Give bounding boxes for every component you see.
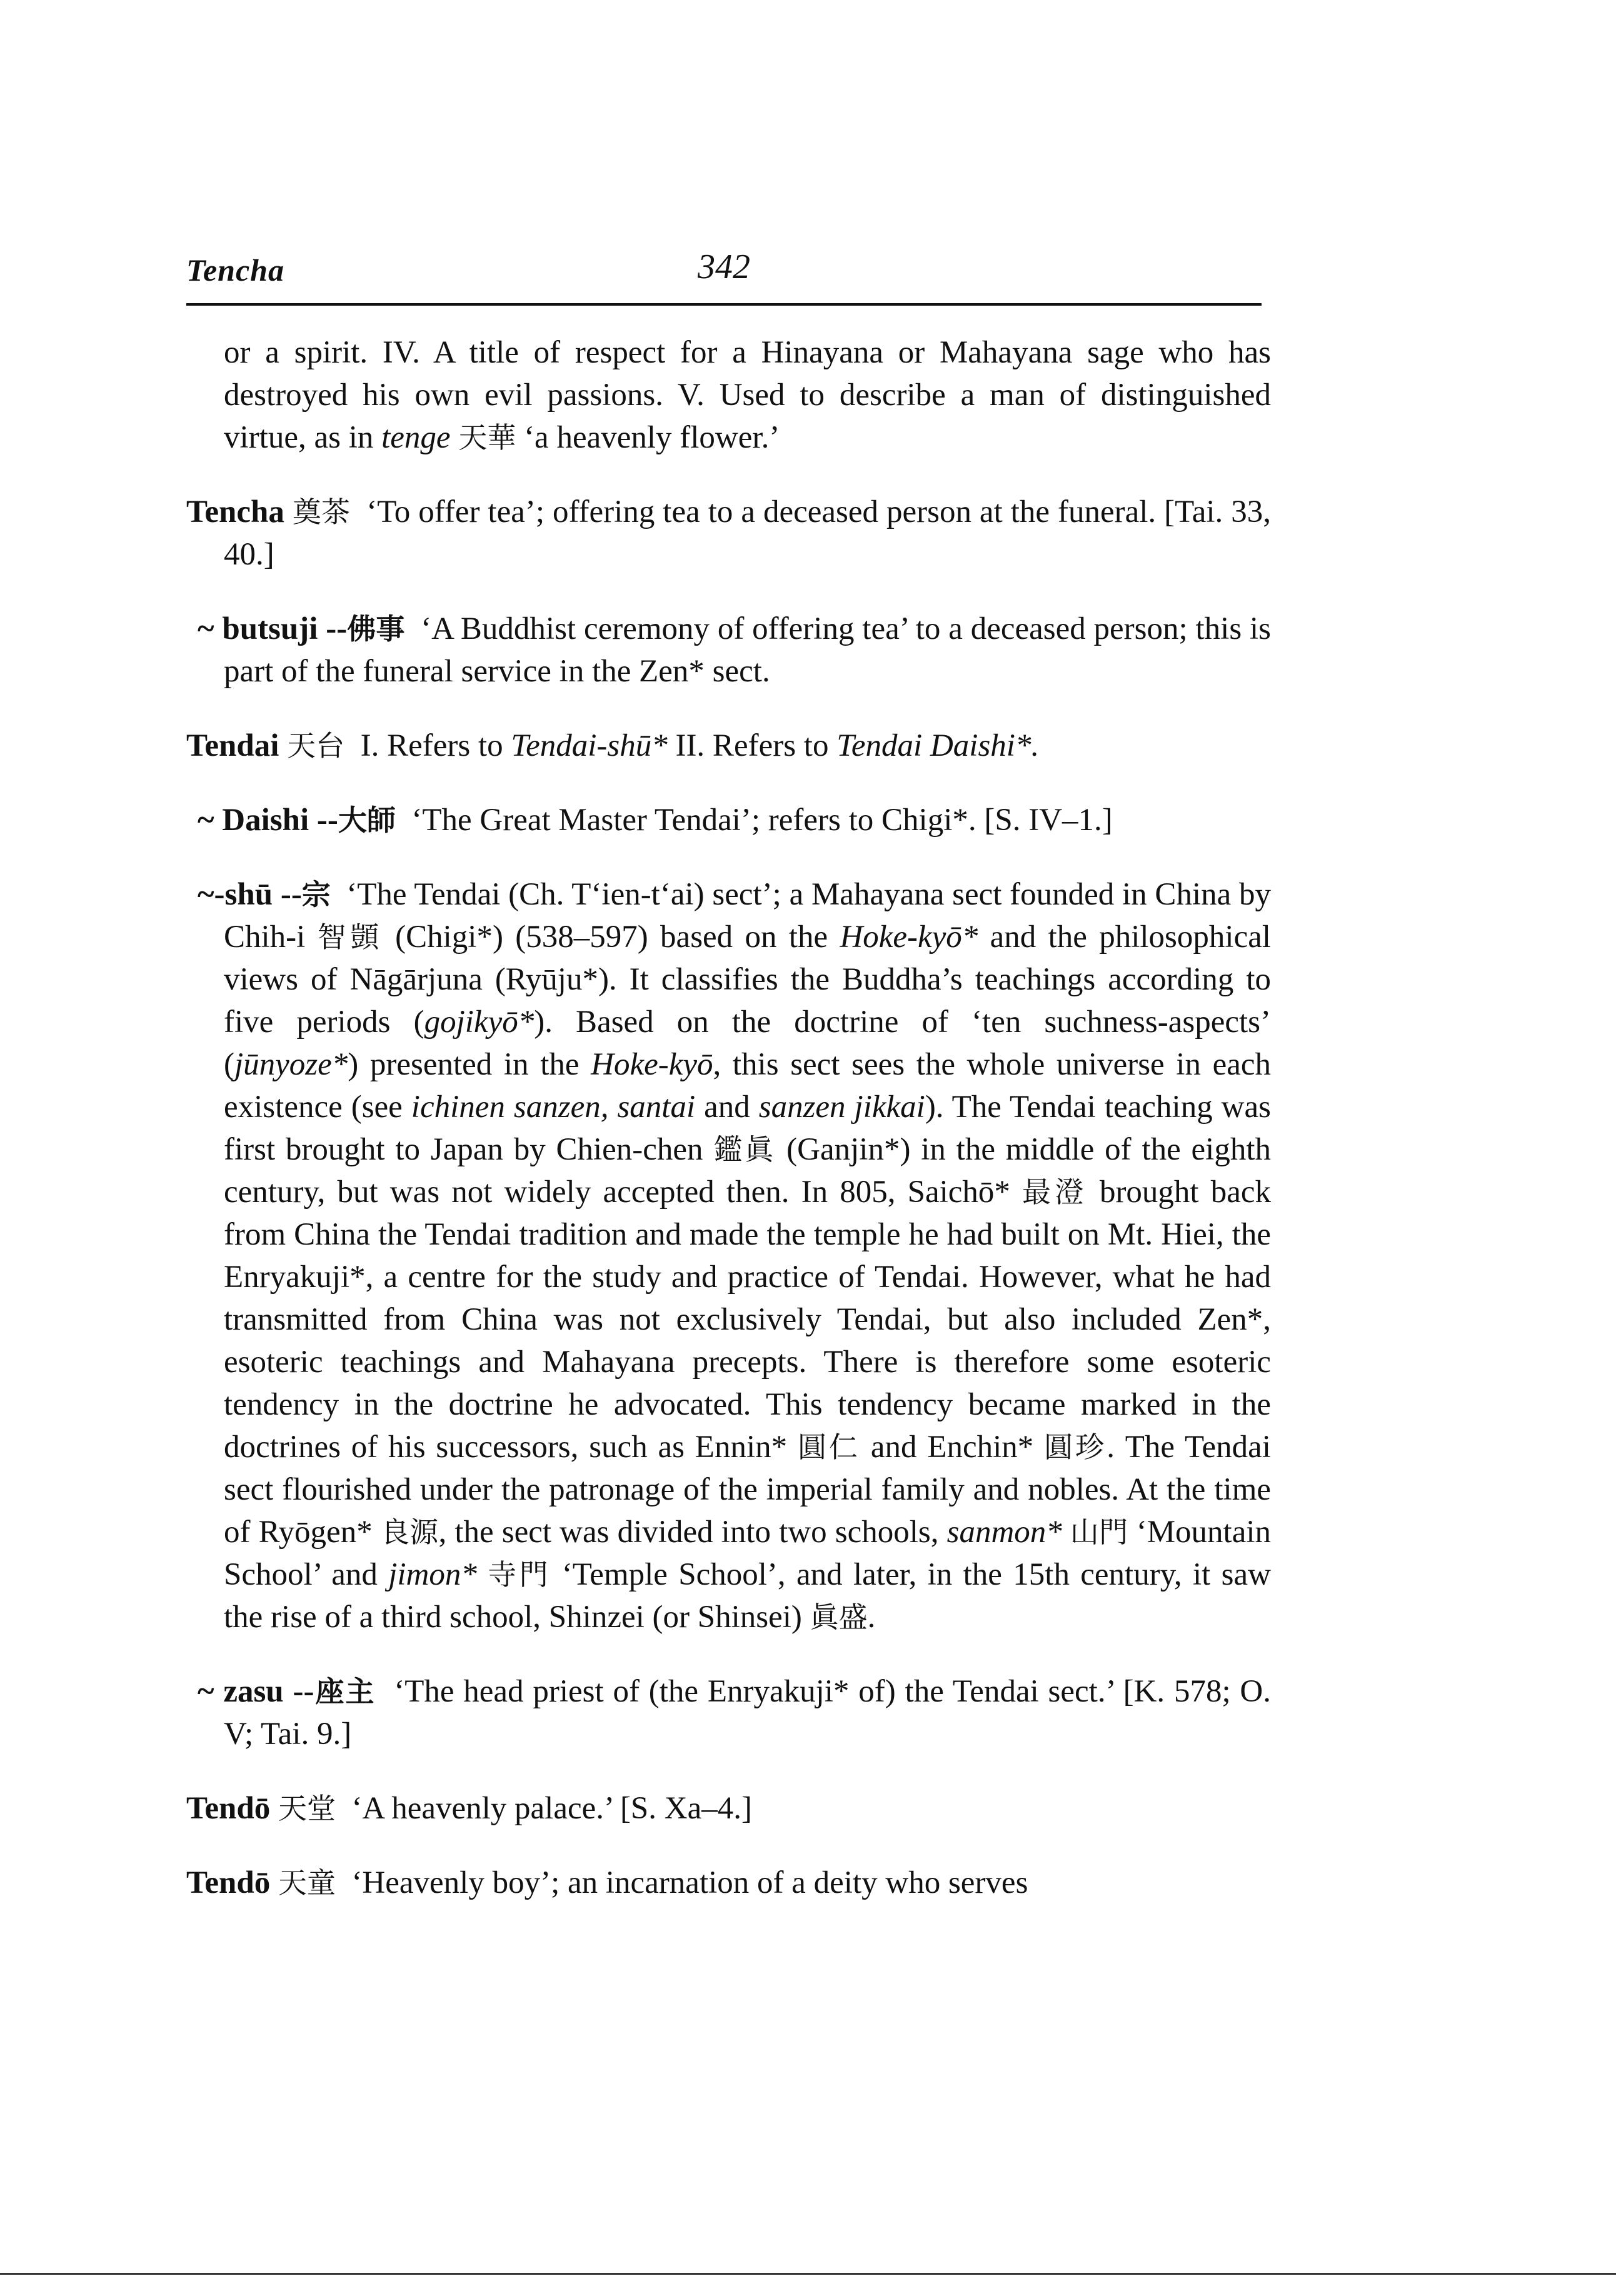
subheadword-kanji: 座主 bbox=[314, 1675, 376, 1708]
text-segment: and Enchin* bbox=[860, 1430, 1045, 1465]
text-segment: and bbox=[695, 1090, 759, 1125]
cross-reference: Tendai Daishi*. bbox=[836, 728, 1040, 763]
entry-tencha-butsuji bbox=[186, 608, 1271, 693]
italic-term: tenge bbox=[381, 420, 451, 455]
text-segment: , the sect was divided into two schools, bbox=[438, 1515, 947, 1550]
subheadword: ~ Daishi -- bbox=[198, 803, 338, 838]
entry-tendo-boy bbox=[186, 1862, 1271, 1904]
italic-term: Hoke-kyō bbox=[591, 1047, 713, 1082]
text-segment: , this sect sees the whole universe in each existence (see bbox=[224, 1047, 1271, 1125]
text-segment: ). The Tendai teaching was first brought to Japan by Chien-chen bbox=[224, 1090, 1271, 1167]
italic-term: Hoke-kyō* bbox=[840, 920, 978, 955]
kanji: 鑑眞 bbox=[713, 1133, 776, 1166]
definition: ‘The Great Master Tendai’; refers to Chigi*. [S. IV–1.] bbox=[411, 803, 1113, 838]
text-segment: ) presented in the bbox=[348, 1047, 591, 1082]
kanji: 眞盛 bbox=[810, 1600, 868, 1634]
dictionary-page-body bbox=[186, 331, 1271, 1914]
italic-term: jūnyoze* bbox=[234, 1047, 348, 1082]
entry-tendo-palace bbox=[186, 1787, 1271, 1830]
definition: ‘A heavenly palace.’ [S. Xa–4.] bbox=[351, 1791, 752, 1826]
running-head: Tencha bbox=[186, 253, 284, 288]
kanji: 圓仁 bbox=[797, 1430, 861, 1464]
text-segment bbox=[1062, 1515, 1070, 1550]
text-segment: . The Tendai sect flourished under the patronage of the imperial family and nobles. At the time of Ryōgen* bbox=[224, 1430, 1271, 1550]
entry-tendai-daishi bbox=[186, 799, 1271, 841]
kanji: 圓珍 bbox=[1044, 1430, 1107, 1464]
text-segment: brought back from China the Tendai tradition and made the temple he had built on Mt. Hiei, the Enryakuji*, a centre for the study and practice of Tendai. However, what he had transmitted from China was not exclusively Tendai, but also included Zen*, esoteric teachings and Mahayana precepts. There is therefore some esoteric tendency in the doctrine he advocated. This tendency became marked in the doctrines of his successors, such as Ennin* bbox=[224, 1175, 1271, 1465]
italic-term: ichinen sanzen, santai bbox=[411, 1090, 696, 1125]
headword-kanji: 天堂 bbox=[278, 1792, 336, 1825]
subheadword-kanji: 大師 bbox=[338, 803, 396, 837]
kanji: 良源 bbox=[380, 1515, 439, 1549]
definition: ‘A Buddhist ceremony of offering tea’ to a deceased person; this is part of the funeral service in the Zen* sect. bbox=[224, 611, 1272, 689]
entry-continuation bbox=[186, 331, 1271, 459]
cross-reference: Tendai-shū* bbox=[511, 728, 668, 763]
scan-bottom-rule bbox=[0, 2273, 1616, 2275]
headword: Tendō bbox=[186, 1865, 271, 1900]
headword-kanji: 天台 bbox=[287, 729, 345, 763]
text-segment: . bbox=[867, 1600, 876, 1635]
kanji: 智顗 bbox=[317, 920, 383, 954]
text-segment: II. Refers to bbox=[667, 728, 837, 763]
text-segment: I. Refers to bbox=[360, 728, 511, 763]
kanji: 山門 bbox=[1070, 1515, 1128, 1549]
text-segment: (Ganjin*) in the middle of the eighth century, but was not widely accepted then. In 805, Saichō* bbox=[224, 1132, 1272, 1210]
text-segment: ). Based on the doctrine of ‘ten suchness-aspects’ ( bbox=[224, 1005, 1271, 1082]
headword-kanji: 天童 bbox=[278, 1866, 336, 1900]
subheadword: ~-shū -- bbox=[198, 877, 302, 912]
italic-term: sanzen jikkai bbox=[758, 1090, 925, 1125]
entry-tendai-zasu bbox=[186, 1670, 1271, 1755]
text-segment bbox=[477, 1557, 488, 1592]
entry-tencha bbox=[186, 491, 1271, 576]
text-segment: (Chigi*) (538–597) based on the bbox=[383, 920, 840, 955]
text-segment: ‘Temple School’, and later, in the 15th century, it saw the rise of a third school, Shinzei (or Shinsei) bbox=[224, 1557, 1271, 1635]
entry-tendai bbox=[186, 724, 1271, 767]
text-segment: ‘a heavenly flower.’ bbox=[516, 420, 780, 455]
entry-tendai-shu bbox=[186, 873, 1271, 1638]
italic-term: sanmon* bbox=[946, 1515, 1062, 1550]
headword: Tencha bbox=[186, 494, 284, 529]
headword-kanji: 奠茶 bbox=[292, 495, 351, 529]
definition: ‘The head priest of (the Enryakuji* of) the Tendai sect.’ [K. 578; O. V; Tai. 9.] bbox=[224, 1674, 1272, 1752]
text-segment: ‘The Tendai (Ch. T‘ien-t‘ai) sect’; a Mahayana sect founded in China by Chih-i bbox=[224, 877, 1271, 955]
text-segment: or a spirit. IV. A title of respect for a Hinayana or Mahayana sage who has destroyed his own evil passions. V. Used to describe a man of distinguished virtue, as in bbox=[224, 335, 1271, 455]
running-header bbox=[186, 247, 1262, 306]
kanji: 寺門 bbox=[488, 1558, 551, 1592]
headword: Tendō bbox=[186, 1791, 271, 1826]
subheadword: ~ zasu -- bbox=[198, 1674, 314, 1709]
italic-term: jimon* bbox=[388, 1557, 477, 1592]
text-segment: ‘Mountain School’ and bbox=[224, 1515, 1272, 1592]
italic-term: gojikyō* bbox=[424, 1005, 534, 1040]
definition: ‘To offer tea’; offering tea to a deceased person at the funeral. [Tai. 33, 40.] bbox=[224, 494, 1271, 572]
kanji: 最澄 bbox=[1022, 1175, 1088, 1209]
definition: ‘Heavenly boy’; an incarnation of a deity who serves bbox=[351, 1865, 1028, 1900]
subheadword-kanji: 佛事 bbox=[347, 612, 405, 646]
kanji: 天華 bbox=[458, 421, 516, 454]
page-number: 342 bbox=[698, 248, 750, 286]
text-segment: and the philosophical views of Nāgārjuna (Ryūju*). It classifies the Buddha’s teachings according to five periods ( bbox=[224, 920, 1272, 1040]
headword: Tendai bbox=[186, 728, 279, 763]
subheadword-kanji: 宗 bbox=[301, 878, 331, 911]
subheadword: ~ butsuji -- bbox=[198, 611, 348, 646]
